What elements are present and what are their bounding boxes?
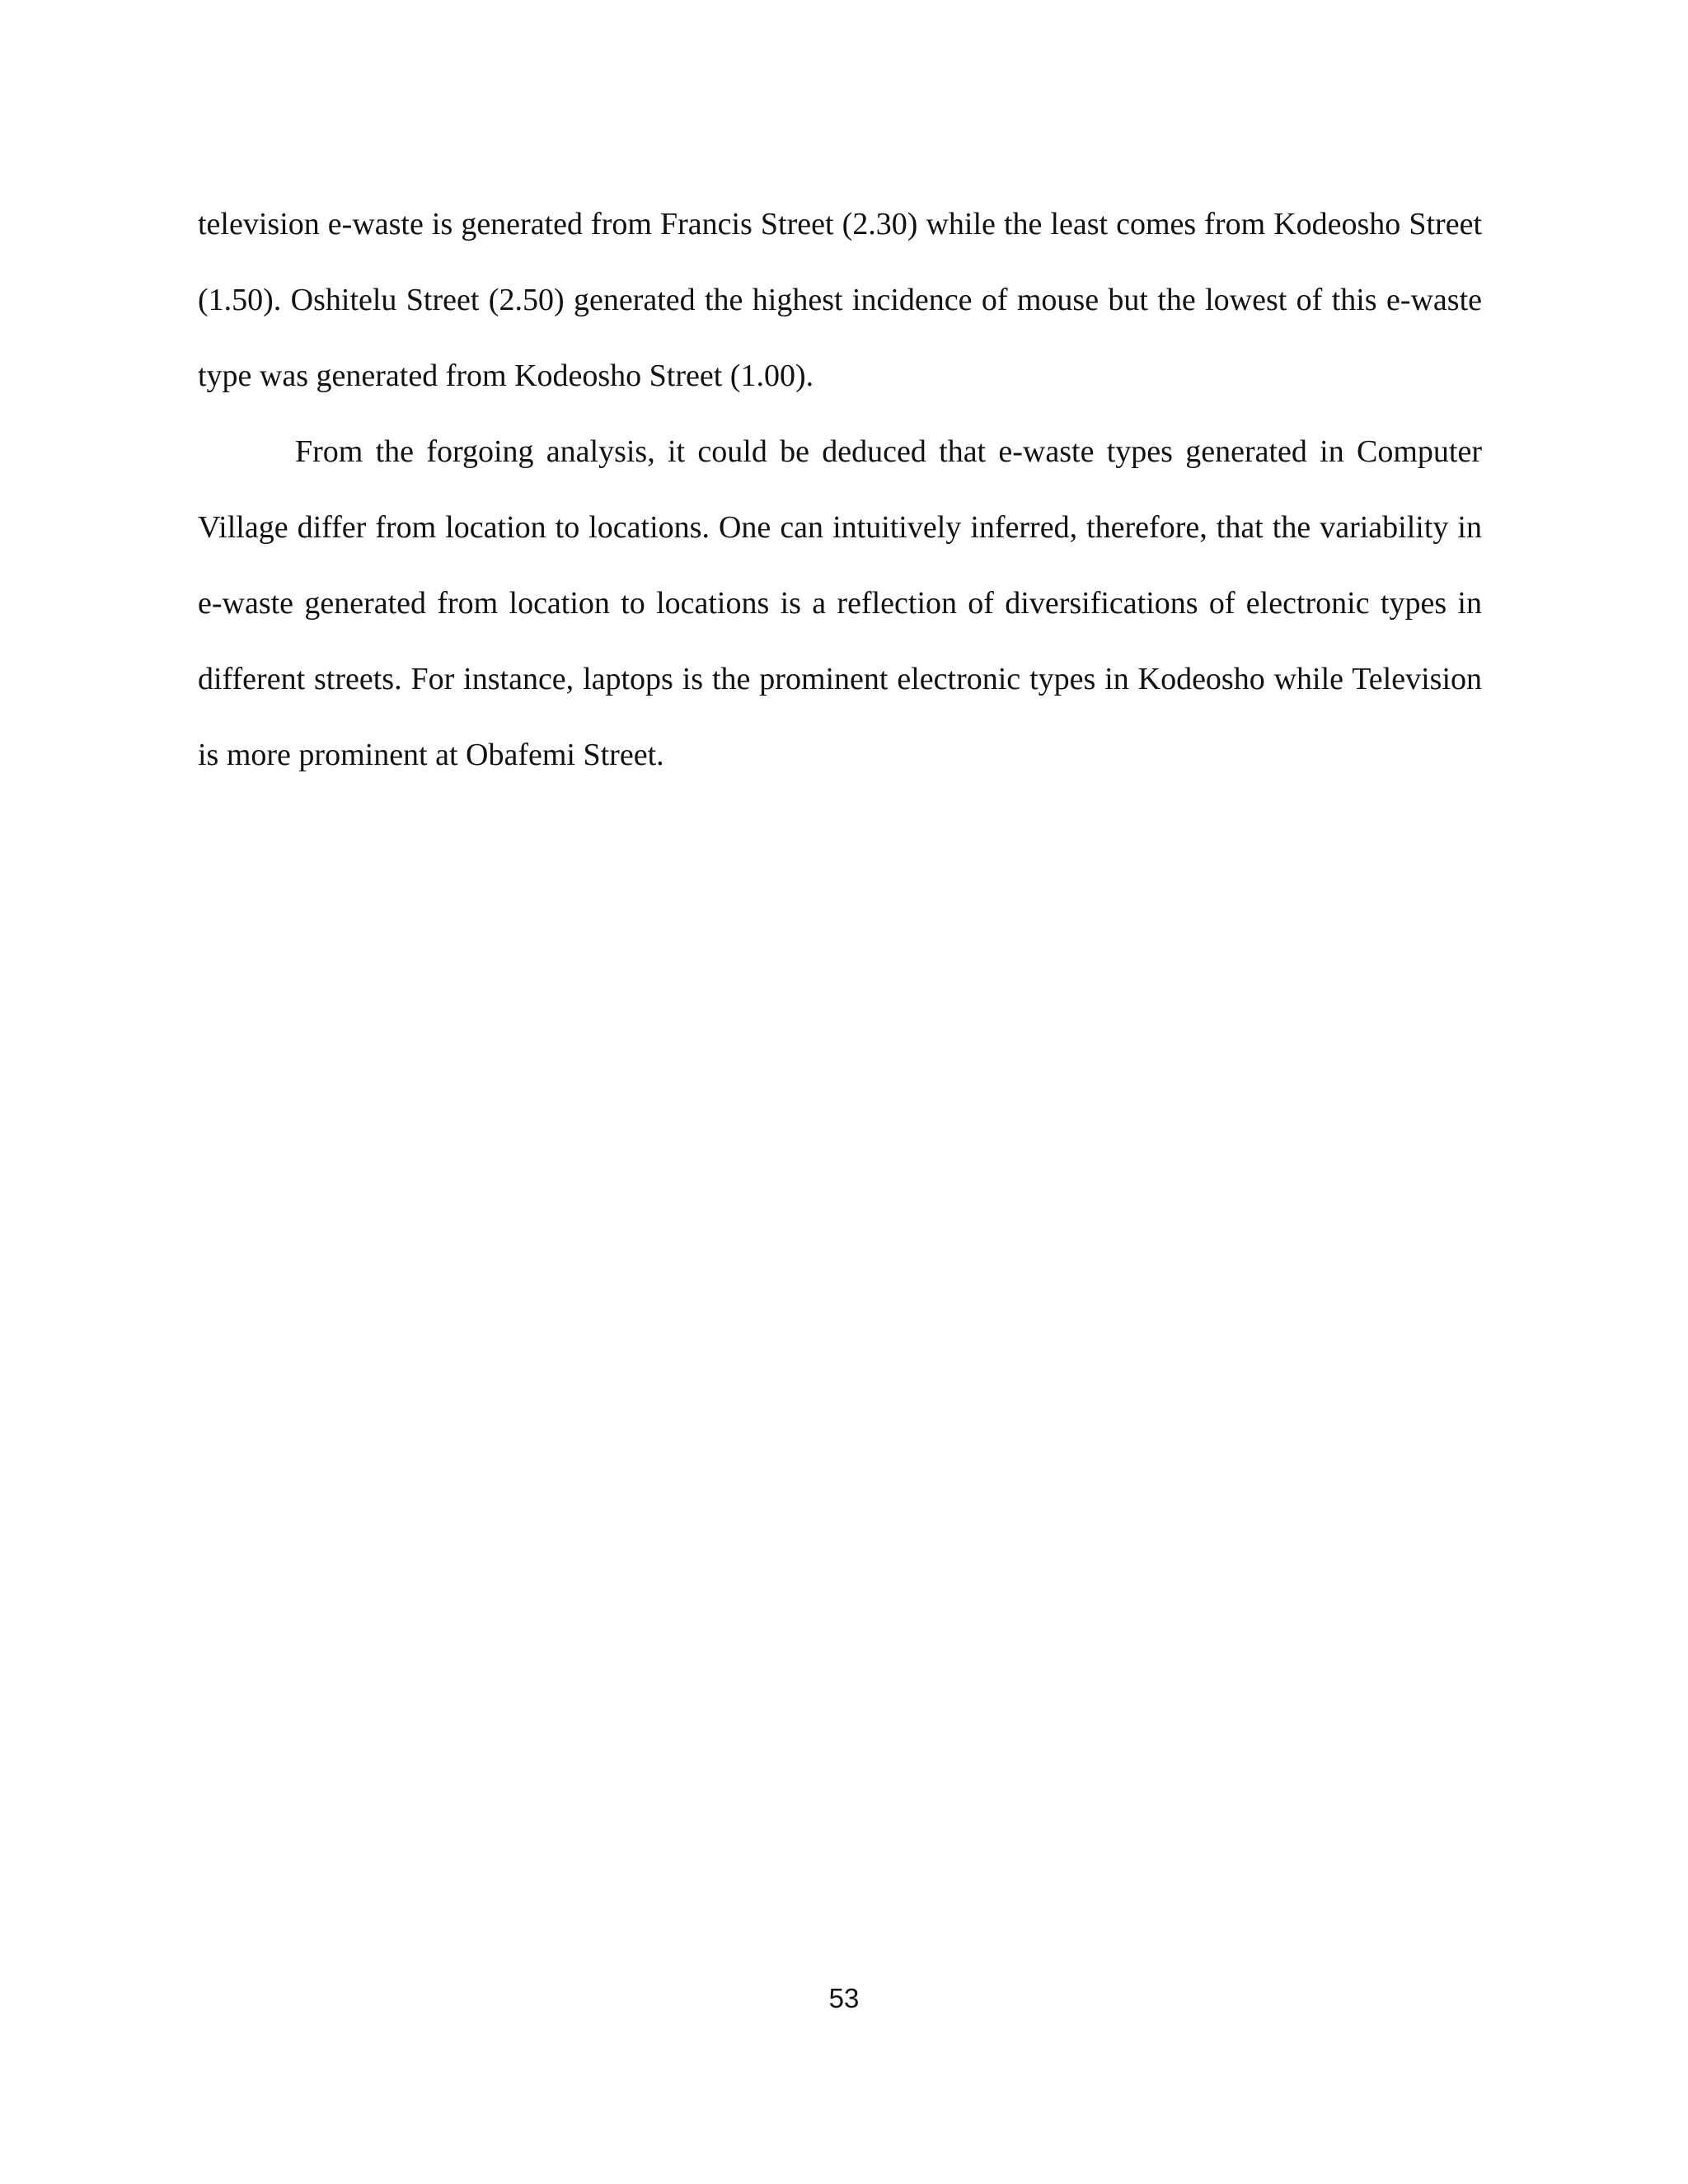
page-number: 53 — [828, 1983, 860, 2013]
paragraph-continuation: television e-waste is generated from Francis Street (2.30) while the least comes from Kodeosho Street (1.50). Oshitelu Street (2.50) generated the highest incidence of mouse but the lowest of this e-waste type was generated from Kodeosho Street (1.00). — [198, 207, 1482, 393]
paragraph-analysis: From the forgoing analysis, it could be deduced that e-waste types generated in Computer Village differ from location to locations. One can intuitively inferred, therefore, that the variability in e-waste generated from location to locations is a reflection of diversifications of electronic types in different streets. For instance, laptops is the prominent electronic types in Kodeosho while Television is more prominent at Obafemi Street. — [198, 434, 1482, 772]
body-text — [198, 186, 1482, 793]
